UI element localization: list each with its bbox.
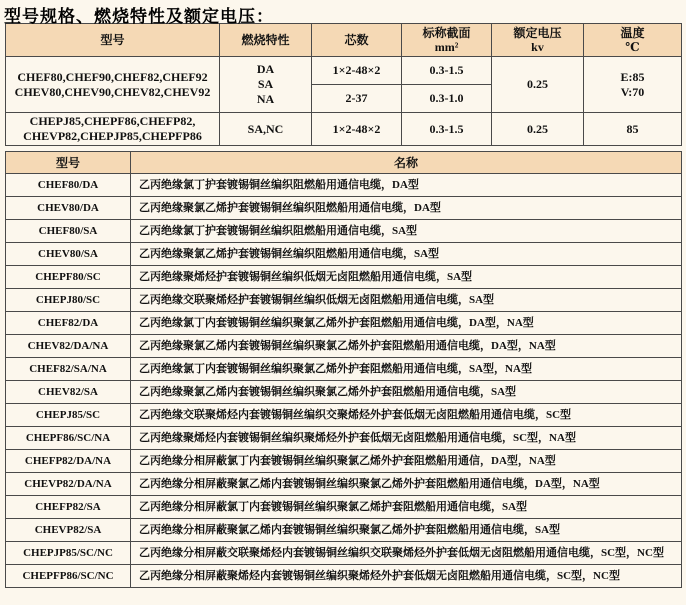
name-cell: 乙丙绝缘氯丁护套镀锡铜丝编织阻燃船用通信电缆，SA型 — [131, 220, 682, 243]
table-row — [6, 289, 682, 312]
table-row — [6, 243, 682, 266]
table-row — [6, 496, 682, 519]
name-cell: 乙丙绝缘聚氯乙烯护套镀锡铜丝编织阻燃船用通信电缆，SA型 — [131, 243, 682, 266]
model-cell: CHEF82/DA — [6, 312, 131, 335]
name-cell: 乙丙绝缘聚氯乙烯内套镀锡铜丝编织聚氯乙烯外护套阻燃船用通信电缆，DA型，NA型 — [131, 335, 682, 358]
model-cell: CHEPF86/SC/NA — [6, 427, 131, 450]
model-table — [5, 151, 682, 588]
model-cell: CHEPJP85/SC/NC — [6, 542, 131, 565]
spec-col-temp: 温度 ℃ — [584, 24, 682, 57]
model-cell: CHEPJ80/SC — [6, 289, 131, 312]
table-row — [6, 312, 682, 335]
model-cell: CHEV82/SA — [6, 381, 131, 404]
table-row — [6, 197, 682, 220]
name-cell: 乙丙绝缘氯丁内套镀锡铜丝编织聚氯乙烯外护套阻燃船用通信电缆，SA型，NA型 — [131, 358, 682, 381]
name-cell: 乙丙绝缘交联聚烯烃内套镀锡铜丝编织交聚烯烃外护套低烟无卤阻燃船用通信电缆，SC型 — [131, 404, 682, 427]
name-cell: 乙丙绝缘聚氯乙烯内套镀锡铜丝编织聚氯乙烯外护套阻燃船用通信电缆，SA型 — [131, 381, 682, 404]
model-cell: CHEF82/SA/NA — [6, 358, 131, 381]
name-col-header: 名称 — [131, 152, 682, 174]
model-cell: CHEPFP86/SC/NC — [6, 565, 131, 588]
model-col-header: 型号 — [6, 152, 131, 174]
model-cell: CHEV80/DA — [6, 197, 131, 220]
spec-row2-temp: 85 — [584, 113, 682, 146]
name-cell: 乙丙绝缘氯丁护套镀锡铜丝编织阻燃船用通信电缆，DA型 — [131, 174, 682, 197]
table-row — [6, 450, 682, 473]
table-row — [6, 473, 682, 496]
spec-row2-burning: SA,NC — [220, 113, 312, 146]
name-cell: 乙丙绝缘分相屏蔽氯丁内套镀锡铜丝编织聚氯乙烯外护套阻燃船用通信，DA型，NA型 — [131, 450, 682, 473]
table-row — [6, 358, 682, 381]
spec-row1-section-b: 0.3-1.0 — [402, 85, 492, 113]
table-row — [6, 427, 682, 450]
table-row — [6, 266, 682, 289]
spec-table — [5, 23, 682, 146]
spec-col-voltage: 额定电压 kv — [492, 24, 584, 57]
spec-row2-voltage: 0.25 — [492, 113, 584, 146]
spec-row2-section: 0.3-1.5 — [402, 113, 492, 146]
spec-row2-cores: 1×2-48×2 — [312, 113, 402, 146]
spec-row1-models: CHEF80,CHEF90,CHEF82,CHEF92 CHEV80,CHEV90,CHEV82,CHEV92 — [6, 57, 220, 113]
spec-row1-cores-a: 1×2-48×2 — [312, 57, 402, 85]
model-cell: CHEF80/SA — [6, 220, 131, 243]
model-cell: CHEV82/DA/NA — [6, 335, 131, 358]
spec-row1-cores-b: 2-37 — [312, 85, 402, 113]
table-row — [6, 174, 682, 197]
table-row — [6, 335, 682, 358]
spec-row1-burning: DA SA NA — [220, 57, 312, 113]
name-cell: 乙丙绝缘聚氯乙烯护套镀锡铜丝编织阻燃船用通信电缆，DA型 — [131, 197, 682, 220]
table-row — [6, 565, 682, 588]
model-cell: CHEVP82/SA — [6, 519, 131, 542]
table-row — [6, 542, 682, 565]
table-row — [6, 220, 682, 243]
spec-col-section: 标称截面 mm² — [402, 24, 492, 57]
table-row — [6, 519, 682, 542]
spec-row1-voltage: 0.25 — [492, 57, 584, 113]
spec-row2-models: CHEPJ85,CHEPF86,CHEFP82, CHEVP82,CHEPJP85,CHEPFP86 — [6, 113, 220, 146]
model-table-body — [6, 174, 682, 588]
name-cell: 乙丙绝缘分相屏蔽交联聚烯烃内套镀锡铜丝编织交联聚烯烃外护套低烟无卤阻燃船用通信电缆，SC型，NC型 — [131, 542, 682, 565]
model-cell: CHEVP82/DA/NA — [6, 473, 131, 496]
name-cell: 乙丙绝缘交联聚烯烃护套镀锡铜丝编织低烟无卤阻燃船用通信电缆，SA型 — [131, 289, 682, 312]
name-cell: 乙丙绝缘分相屏蔽聚烯烃内套镀锡铜丝编织聚烯烃外护套低烟无卤阻燃船用通信电缆，SC型，NC型 — [131, 565, 682, 588]
spec-row1-section-a: 0.3-1.5 — [402, 57, 492, 85]
model-cell: CHEV80/SA — [6, 243, 131, 266]
spec-row1-temp: E:85 V:70 — [584, 57, 682, 113]
name-cell: 乙丙绝缘聚烯烃护套镀锡铜丝编织低烟无卤阻燃船用通信电缆，SA型 — [131, 266, 682, 289]
table-row — [6, 381, 682, 404]
model-cell: CHEFP82/DA/NA — [6, 450, 131, 473]
spec-col-cores: 芯数 — [312, 24, 402, 57]
name-cell: 乙丙绝缘分相屏蔽聚氯乙烯内套镀锡铜丝编织聚氯乙烯外护套阻燃船用通信电缆，DA型，NA型 — [131, 473, 682, 496]
table-row — [6, 404, 682, 427]
name-cell: 乙丙绝缘聚烯烃内套镀锡铜丝编织聚烯烃外护套低烟无卤阻燃船用通信电缆，SC型，NA型 — [131, 427, 682, 450]
page-title: 型号规格、燃烧特性及额定电压： — [4, 7, 274, 26]
name-cell: 乙丙绝缘氯丁内套镀锡铜丝编织聚氯乙烯外护套阻燃船用通信电缆，DA型，NA型 — [131, 312, 682, 335]
model-cell: CHEPF80/SC — [6, 266, 131, 289]
name-cell: 乙丙绝缘分相屏蔽聚氯乙烯内套镀锡铜丝编织聚氯乙烯外护套阻燃船用通信电缆，SA型 — [131, 519, 682, 542]
spec-col-burning: 燃烧特性 — [220, 24, 312, 57]
model-cell: CHEFP82/SA — [6, 496, 131, 519]
model-cell: CHEPJ85/SC — [6, 404, 131, 427]
name-cell: 乙丙绝缘分相屏蔽氯丁内套镀锡铜丝编织聚氯乙烯护套阻燃船用通信电缆，SA型 — [131, 496, 682, 519]
spec-col-model: 型号 — [6, 24, 220, 57]
model-cell: CHEF80/DA — [6, 174, 131, 197]
